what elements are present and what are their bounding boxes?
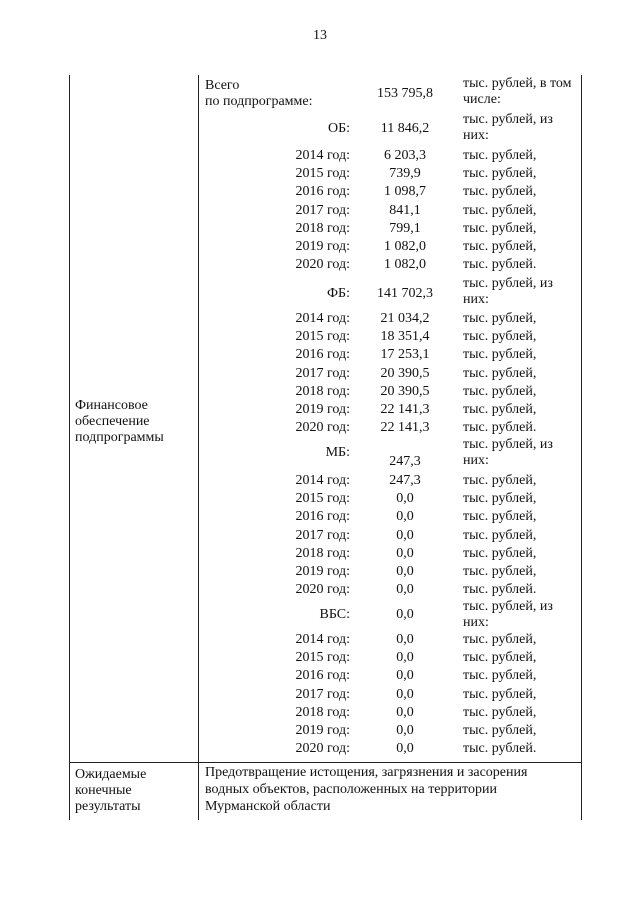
fb-year-unit: тыс. рублей. xyxy=(463,420,537,435)
ob-year-label: 2016 год: xyxy=(295,184,350,199)
ob-year-label: 2014 год: xyxy=(295,148,350,163)
ob-year-value: 739,9 xyxy=(389,166,421,181)
mb-year-label: 2016 год: xyxy=(295,509,350,524)
vbs-year-value: 0,0 xyxy=(396,741,414,756)
mb-year-unit: тыс. рублей, xyxy=(463,473,537,488)
fb-year-unit: тыс. рублей, xyxy=(463,384,537,399)
mb-year-unit: тыс. рублей. xyxy=(463,582,537,597)
page-number: 13 xyxy=(313,28,327,43)
ob-year-value: 841,1 xyxy=(389,203,421,218)
ob-year-unit: тыс. рублей, xyxy=(463,148,537,163)
ob-unit-line: них: xyxy=(463,128,489,143)
vbs-label: ВБС: xyxy=(319,607,350,622)
vbs-year-label: 2020 год: xyxy=(295,741,350,756)
mb-year-label: 2017 год: xyxy=(295,528,350,543)
total-label-line: Всего xyxy=(205,78,240,93)
vbs-year-value: 0,0 xyxy=(396,723,414,738)
fb-year-value: 21 034,2 xyxy=(380,311,430,326)
mb-year-unit: тыс. рублей, xyxy=(463,546,537,561)
ob-year-label: 2018 год: xyxy=(295,221,350,236)
mb-year-value: 0,0 xyxy=(396,491,414,506)
mb-unit-line: них: xyxy=(463,453,489,468)
results-text-line: Мурманской области xyxy=(205,799,331,814)
mb-year-label: 2018 год: xyxy=(295,546,350,561)
ob-year-unit: тыс. рублей. xyxy=(463,257,537,272)
vbs-year-label: 2016 год: xyxy=(295,668,350,683)
ob-year-value: 1 082,0 xyxy=(384,257,426,272)
finance-label-line: обеспечение xyxy=(75,414,150,429)
vbs-year-value: 0,0 xyxy=(396,705,414,720)
ob-year-unit: тыс. рублей, xyxy=(463,221,537,236)
table-column-divider xyxy=(198,75,199,820)
vbs-year-unit: тыс. рублей, xyxy=(463,650,537,665)
total-label-line: по подпрограмме: xyxy=(205,94,313,109)
ob-year-value: 1 098,7 xyxy=(384,184,426,199)
ob-year-unit: тыс. рублей, xyxy=(463,184,537,199)
fb-year-label: 2015 год: xyxy=(295,329,350,344)
mb-year-value: 0,0 xyxy=(396,582,414,597)
fb-year-label: 2020 год: xyxy=(295,420,350,435)
fb-year-label: 2016 год: xyxy=(295,347,350,362)
ob-year-label: 2020 год: xyxy=(295,257,350,272)
ob-year-unit: тыс. рублей, xyxy=(463,203,537,218)
vbs-year-unit: тыс. рублей. xyxy=(463,741,537,756)
mb-year-unit: тыс. рублей, xyxy=(463,528,537,543)
vbs-year-label: 2017 год: xyxy=(295,687,350,702)
vbs-year-label: 2014 год: xyxy=(295,632,350,647)
fb-year-label: 2017 год: xyxy=(295,366,350,381)
fb-year-label: 2014 год: xyxy=(295,311,350,326)
vbs-year-unit: тыс. рублей, xyxy=(463,723,537,738)
mb-label: МБ: xyxy=(325,445,350,460)
vbs-year-unit: тыс. рублей, xyxy=(463,705,537,720)
vbs-year-unit: тыс. рублей, xyxy=(463,668,537,683)
total-unit-line: тыс. рублей, в том xyxy=(463,76,572,91)
fb-unit-line: тыс. рублей, из xyxy=(463,276,553,291)
fb-year-unit: тыс. рублей, xyxy=(463,402,537,417)
vbs-value: 0,0 xyxy=(396,607,414,622)
ob-unit-line: тыс. рублей, из xyxy=(463,112,553,127)
ob-year-value: 6 203,3 xyxy=(384,148,426,163)
mb-year-value: 247,3 xyxy=(389,473,421,488)
results-label xyxy=(75,767,146,815)
fb-year-label: 2018 год: xyxy=(295,384,350,399)
mb-year-label: 2015 год: xyxy=(295,491,350,506)
results-label-line: конечные xyxy=(75,783,132,798)
vbs-year-label: 2019 год: xyxy=(295,723,350,738)
ob-label: ОБ: xyxy=(327,121,350,136)
fb-year-value: 18 351,4 xyxy=(380,329,430,344)
results-label-line: результаты xyxy=(75,799,141,814)
results-label-line: Ожидаемые xyxy=(75,767,147,782)
ob-year-label: 2015 год: xyxy=(295,166,350,181)
vbs-year-value: 0,0 xyxy=(396,687,414,702)
finance-label-line: Финансовое xyxy=(75,398,148,413)
mb-unit-line: тыс. рублей, из xyxy=(463,437,553,452)
vbs-unit-line: них: xyxy=(463,615,489,630)
vbs-year-label: 2015 год: xyxy=(295,650,350,665)
mb-year-unit: тыс. рублей, xyxy=(463,509,537,524)
mb-year-value: 0,0 xyxy=(396,564,414,579)
fb-year-unit: тыс. рублей, xyxy=(463,311,537,326)
results-text-line: Предотвращение истощения, загрязнения и засорения xyxy=(205,765,528,780)
fb-year-unit: тыс. рублей, xyxy=(463,329,537,344)
fb-year-value: 20 390,5 xyxy=(380,366,430,381)
vbs-year-value: 0,0 xyxy=(396,632,414,647)
table-right-border xyxy=(581,75,582,820)
vbs-unit-line: тыс. рублей, из xyxy=(463,599,553,614)
vbs-year-unit: тыс. рублей, xyxy=(463,687,537,702)
mb-year-value: 0,0 xyxy=(396,509,414,524)
mb-year-unit: тыс. рублей, xyxy=(463,491,537,506)
ob-year-value: 1 082,0 xyxy=(384,239,426,254)
fb-year-value: 17 253,1 xyxy=(380,347,430,362)
table-row-divider xyxy=(69,762,582,763)
fb-value: 141 702,3 xyxy=(377,286,433,301)
vbs-year-unit: тыс. рублей, xyxy=(463,632,537,647)
mb-year-value: 0,0 xyxy=(396,546,414,561)
mb-value: 247,3 xyxy=(389,454,421,469)
mb-year-label: 2019 год: xyxy=(295,564,350,579)
fb-year-label: 2019 год: xyxy=(295,402,350,417)
ob-value: 11 846,2 xyxy=(380,121,430,136)
ob-year-label: 2017 год: xyxy=(295,203,350,218)
fb-year-value: 22 141,3 xyxy=(380,420,430,435)
table-left-border xyxy=(69,75,70,820)
vbs-year-value: 0,0 xyxy=(396,668,414,683)
fb-year-value: 20 390,5 xyxy=(380,384,430,399)
mb-year-label: 2014 год: xyxy=(295,473,350,488)
fb-label: ФБ: xyxy=(327,286,350,301)
mb-year-label: 2020 год: xyxy=(295,582,350,597)
finance-label-line: подпрограммы xyxy=(75,430,164,445)
ob-year-value: 799,1 xyxy=(389,221,421,236)
fb-year-unit: тыс. рублей, xyxy=(463,347,537,362)
mb-year-unit: тыс. рублей, xyxy=(463,564,537,579)
fb-unit-line: них: xyxy=(463,292,489,307)
vbs-year-label: 2018 год: xyxy=(295,705,350,720)
fb-year-unit: тыс. рублей, xyxy=(463,366,537,381)
ob-year-unit: тыс. рублей, xyxy=(463,239,537,254)
finance-label xyxy=(75,398,164,446)
vbs-year-value: 0,0 xyxy=(396,650,414,665)
fb-year-value: 22 141,3 xyxy=(380,402,430,417)
total-value: 153 795,8 xyxy=(377,86,433,101)
ob-year-unit: тыс. рублей, xyxy=(463,166,537,181)
mb-year-value: 0,0 xyxy=(396,528,414,543)
results-text-line: водных объектов, расположенных на территории xyxy=(205,782,497,797)
ob-year-label: 2019 год: xyxy=(295,239,350,254)
total-unit-line: числе: xyxy=(463,92,501,107)
